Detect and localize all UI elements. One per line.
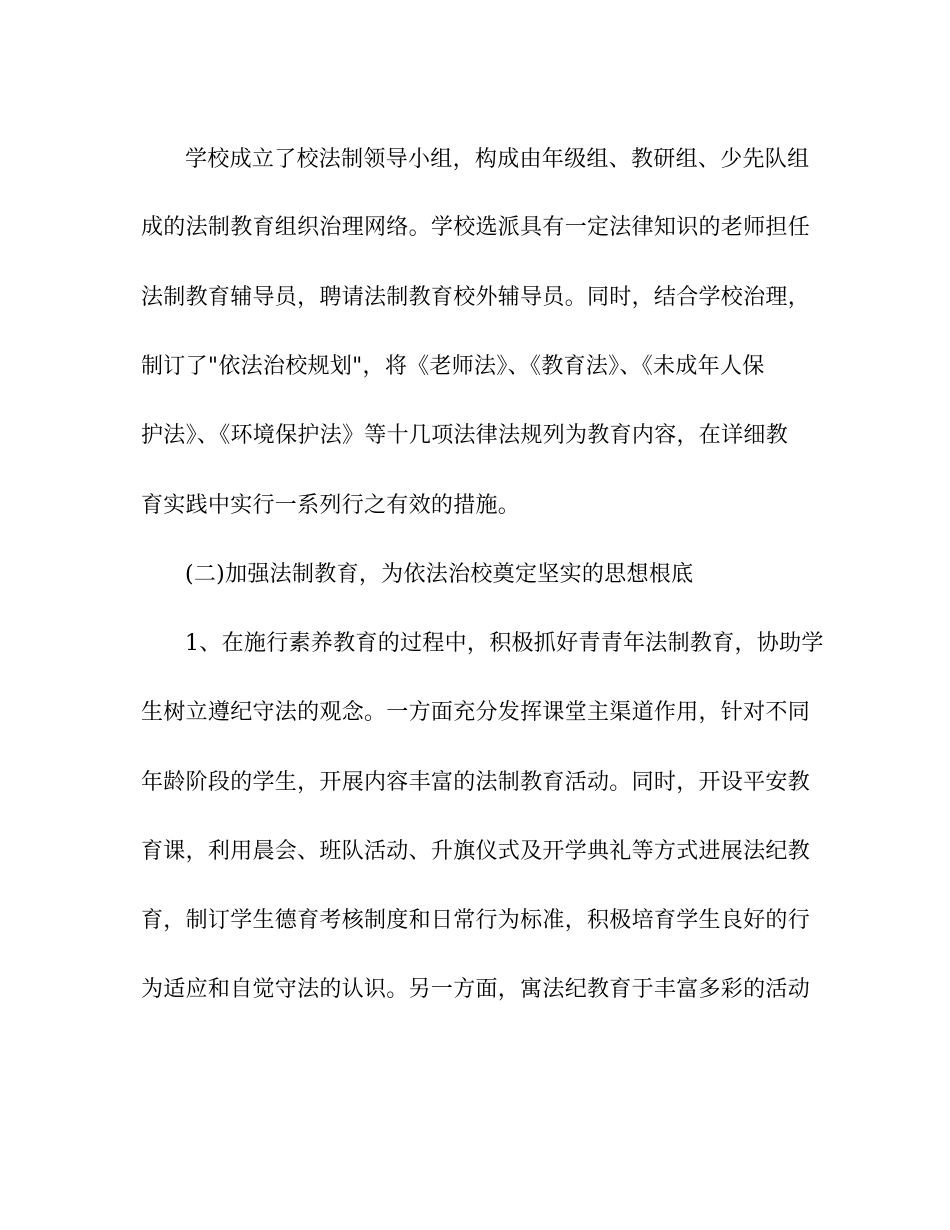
paragraph-2-line-1: 1、在施行素养教育的过程中，积极抓好青青年法制教育，协助学 bbox=[185, 631, 824, 656]
paragraph-1-line-1: 学校成立了校法制领导小组，构成由年级组、教研组、少先队组 bbox=[185, 147, 810, 172]
paragraph-2-line-4: 育课，利用晨会、班队活动、升旗仪式及开学典礼等方式进展法纪教 bbox=[141, 839, 811, 864]
paragraph-1-line-5: 护法》、《环境保护法》等十几项法律法规列为教育内容，在详细教 bbox=[141, 423, 789, 448]
paragraph-2-line-3: 年龄阶段的学生，开展内容丰富的法制教育活动。同时，开设平安教 bbox=[141, 770, 811, 795]
paragraph-1-line-3: 法制教育辅导员，聘请法制教育校外辅导员。同时，结合学校治理， bbox=[141, 285, 811, 310]
paragraph-1-line-6: 育实践中实行一系列行之有效的措施。 bbox=[141, 493, 521, 518]
paragraph-1-line-4: 制订了"依法治校规划"，将《老师法》、《教育法》、《未成年人保 bbox=[141, 354, 765, 379]
paragraph-2-line-5: 育，制订学生德育考核制度和日常行为标准，积极培育学生良好的行 bbox=[141, 908, 811, 933]
section-heading: (二)加强法制教育，为依法治校奠定坚实的思想根底 bbox=[185, 562, 694, 587]
paragraph-2-line-2: 生树立遵纪守法的观念。一方面充分发挥课堂主渠道作用，针对不同 bbox=[141, 700, 811, 725]
paragraph-2-line-6: 为适应和自觉守法的认识。另一方面，寓法纪教育于丰富多彩的活动 bbox=[141, 977, 811, 1002]
paragraph-1-line-2: 成的法制教育组织治理网络。学校选派具有一定法律知识的老师担任 bbox=[141, 215, 811, 240]
